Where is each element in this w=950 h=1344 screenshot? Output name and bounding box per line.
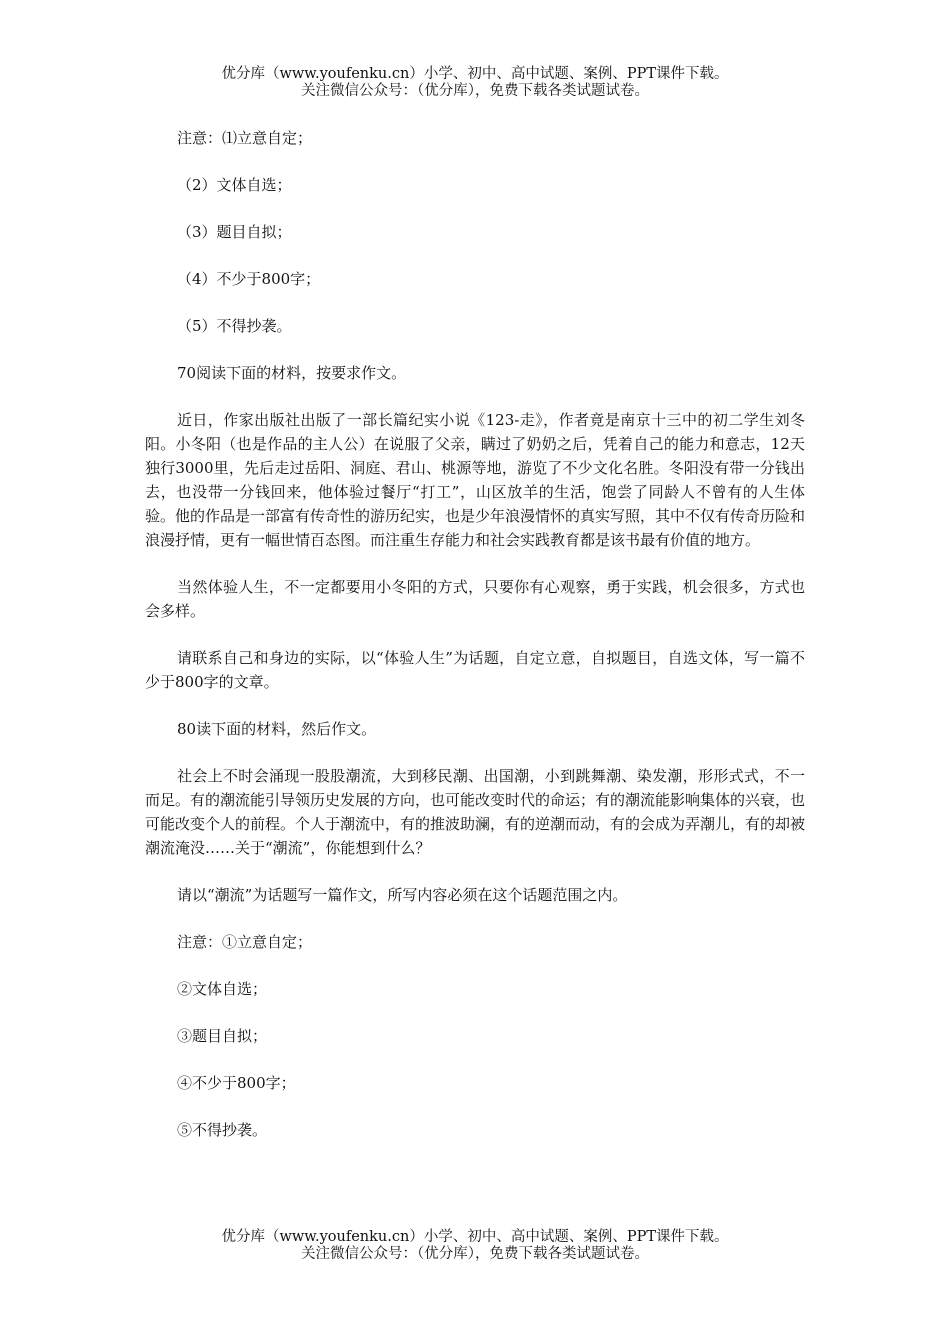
note-item-5: （5）不得抄袭。 xyxy=(177,317,292,335)
note-item-3: （3）题目自拟； xyxy=(177,223,292,241)
footer-line-1: 优分库（www.youfenku.cn）小学、初中、高中试题、案例、PPT课件下载。 xyxy=(221,1229,729,1245)
header-line-2: 关注微信公众号：（优分库），免费下载各类试题试卷。 xyxy=(301,83,649,99)
page-footer xyxy=(0,1229,950,1263)
footer-line-2: 关注微信公众号：（优分库），免费下载各类试题试卷。 xyxy=(301,1246,649,1262)
header-line-1: 优分库（www.youfenku.cn）小学、初中、高中试题、案例、PPT课件下载。 xyxy=(221,66,729,82)
note2-item-4: ④不少于800字； xyxy=(177,1074,296,1092)
question-80-title: 80读下面的材料，然后作文。 xyxy=(177,720,377,738)
page-header xyxy=(0,66,950,100)
question-80-material: 社会上不时会涌现一股股潮流，大到移民潮、出国潮，小到跳舞潮、染发潮，形形式式，不一而足。有的潮流能引导领历史发展的方向，也可能改变时代的命运；有的潮流能影响集体的兴衰，也可能改变个人的前程。个人于潮流中，有的推波助澜，有的逆潮而动，有的会成为弄潮儿，有的却被潮流淹没……关于“潮流”，你能想到什么？ xyxy=(145,767,806,857)
document-body xyxy=(145,126,805,1165)
note2-item-5: ⑤不得抄袭。 xyxy=(177,1121,268,1139)
note2-item-2: ②文体自选； xyxy=(177,980,268,998)
note-title-2: 注意：①立意自定； xyxy=(177,933,313,951)
note-item-4: （4）不少于800字； xyxy=(177,270,321,288)
question-70-material: 近日，作家出版社出版了一部长篇纪实小说《123-走》，作者竟是南京十三中的初二学生刘冬阳。小冬阳（也是作品的主人公）在说服了父亲，瞒过了奶奶之后，凭着自己的能力和意志，12天独行3000里，先后走过岳阳、洞庭、君山、桃源等地，游览了不少文化名胜。冬阳没有带一分钱出去，也没带一分钱回来，他体验过餐厅“打工”，山区放羊的生活，饱尝了同龄人不曾有的人生体验。他的作品是一部富有传奇性的游历纪实，也是少年浪漫情怀的真实写照，其中不仅有传奇历险和浪漫抒情，更有一幅世情百态图。而注重生存能力和社会实践教育都是该书最有价值的地方。 xyxy=(145,411,806,549)
question-70-commentary: 当然体验人生，不一定都要用小冬阳的方式，只要你有心观察，勇于实践，机会很多，方式也会多样。 xyxy=(145,578,805,620)
question-70-prompt: 请联系自己和身边的实际，以“体验人生”为话题，自定立意，自拟题目，自选文体，写一篇不少于800字的文章。 xyxy=(145,649,805,691)
note-item-2: （2）文体自选； xyxy=(177,176,292,194)
note-title-1: 注意：⑴立意自定； xyxy=(177,129,313,147)
note2-item-3: ③题目自拟； xyxy=(177,1027,268,1045)
question-70-title: 70阅读下面的材料，按要求作文。 xyxy=(177,364,407,382)
question-80-prompt: 请以“潮流”为话题写一篇作文，所写内容必须在这个话题范围之内。 xyxy=(177,886,628,904)
